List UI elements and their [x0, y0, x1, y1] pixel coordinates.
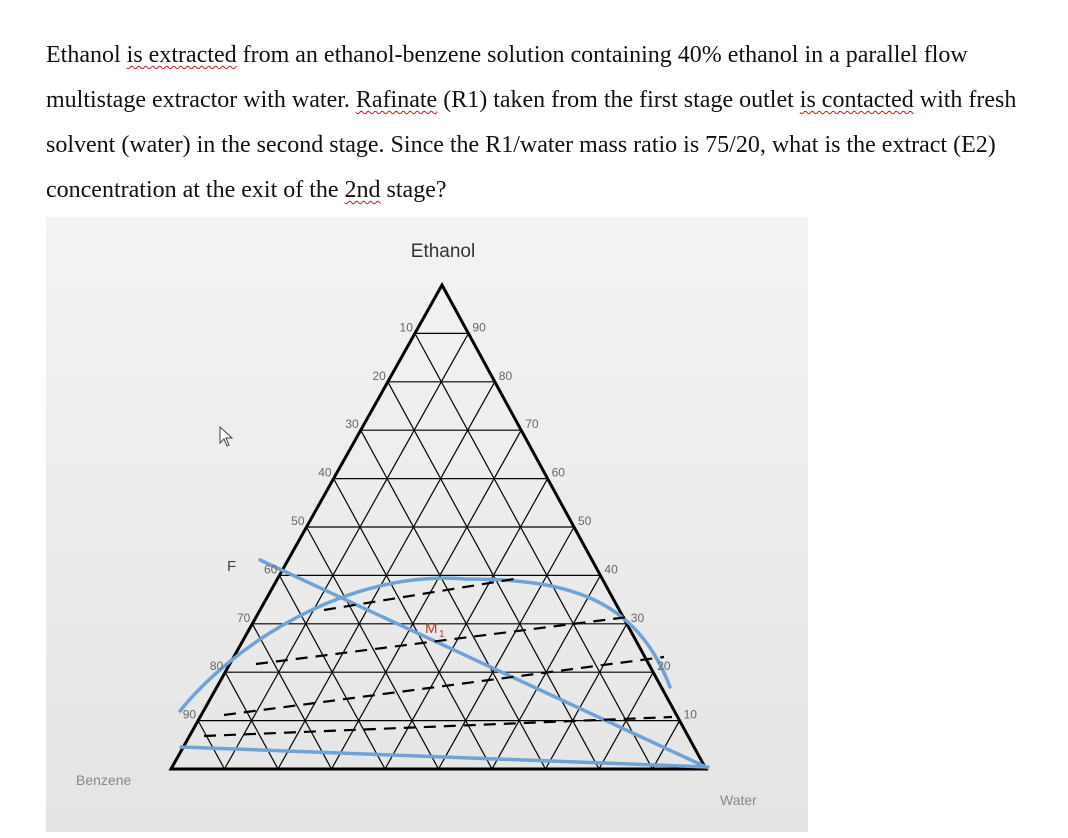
feed-label: F [227, 558, 237, 575]
grid-line-left [307, 527, 439, 769]
water-label: Water [720, 792, 757, 808]
binodal-curve [180, 578, 670, 711]
q-part-7: with fresh solvent (water) in the second stage. Since the R1/water mass ratio is 75/20, what is the extract (E2) concentration at the exit of the [46, 87, 1017, 203]
grid-line-left [415, 333, 653, 769]
left-tick-label: 60 [264, 562, 278, 577]
right-tick-label: 40 [604, 562, 618, 577]
apex-label: Ethanol [410, 241, 476, 262]
ternary-diagram [46, 217, 808, 832]
right-tick-label: 10 [683, 707, 697, 722]
mix-subscript: 1 [439, 629, 445, 640]
mix-label: M [425, 620, 438, 637]
grid-line-right [225, 333, 469, 769]
left-tick-label: 10 [399, 320, 413, 335]
q-part-4: Rafinate [355, 87, 438, 113]
grid-line-left [198, 721, 224, 769]
tie-line [224, 657, 664, 715]
left-tick-label: 50 [291, 514, 305, 528]
grid-line-right [439, 527, 575, 769]
q-part-1: Ethanol [46, 42, 127, 68]
right-tick-label: 50 [578, 514, 592, 528]
right-tick-label: 80 [498, 368, 513, 383]
q-part-5: (R1) taken from the first stage outlet [437, 87, 800, 113]
left-tick-label: 40 [318, 465, 332, 480]
ternary-diagram-photo [46, 217, 808, 832]
grid-line-left [252, 624, 331, 769]
q-part-8: 2nd [344, 177, 381, 203]
right-tick-label: 60 [551, 465, 565, 480]
right-tick-label: 30 [630, 610, 645, 625]
right-tick-label: 20 [657, 659, 671, 674]
cursor-icon [220, 427, 232, 446]
q-part-2: is extracted [126, 42, 237, 68]
right-tick-label: 90 [472, 320, 486, 335]
q-part-6: is contacted [799, 87, 914, 113]
raffinate-line [181, 747, 708, 767]
left-tick-label: 80 [209, 659, 224, 674]
q-part-3: from an ethanol-benzene solution containing 40% ethanol in a parallel flow multistage extractor with water. [46, 42, 968, 113]
left-tick-label: 70 [236, 610, 251, 625]
triangle-grid [171, 285, 706, 769]
question-text [46, 33, 1046, 213]
left-tick-label: 20 [372, 368, 386, 383]
grid-line-right [332, 430, 522, 769]
left-tick-label: 90 [182, 707, 197, 722]
left-tick-label: 30 [345, 417, 359, 432]
q-part-9: stage? [380, 177, 447, 203]
right-tick-label: 70 [525, 417, 539, 432]
benzene-label: Benzene [76, 772, 132, 788]
